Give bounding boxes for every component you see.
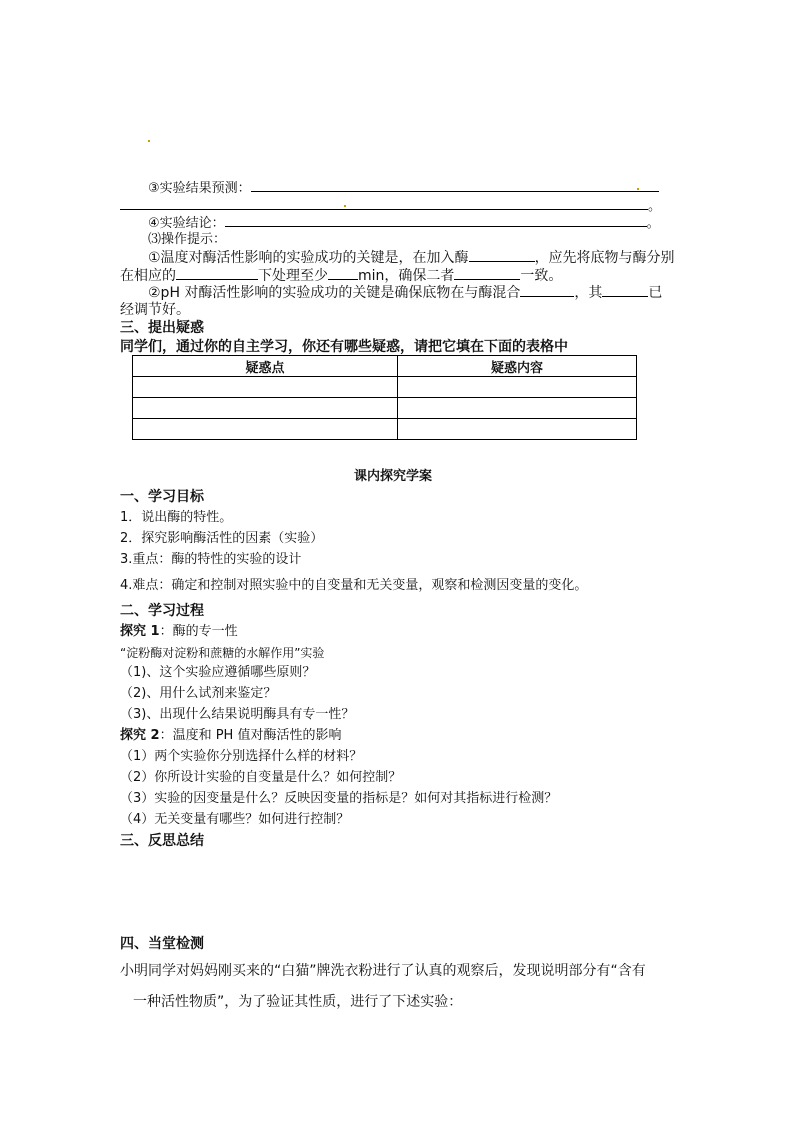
tip-1-line-2: 在相应的 下处理至少 min，确保二者 一致。 <box>120 268 563 284</box>
table-cell[interactable] <box>133 398 398 419</box>
conclusion-label: ④实验结论： <box>148 216 225 231</box>
result-prediction-line <box>148 178 659 198</box>
tip1-blank-1[interactable] <box>469 248 535 262</box>
result-prediction-line-2: 。 <box>120 196 661 216</box>
tip-2-line-2: 经调节好。 <box>120 302 190 318</box>
stray-dot <box>148 140 150 142</box>
process-heading: 二、学习过程 <box>120 603 204 619</box>
doubts-table <box>132 355 637 440</box>
explore-1-question-3: （3)、出现什么结果说明酶具有专一性？ <box>120 707 355 722</box>
goal-3: 3.重点：酶的特性的实验的设计 <box>120 552 302 567</box>
test-paragraph-1: 小明同学对妈妈刚买来的“白猫”牌洗衣粉进行了认真的观察后，发现说明部分有“含有 <box>120 963 646 979</box>
explore-1-question-2: （2)、用什么试剂来鉴定？ <box>120 686 277 701</box>
operation-tips-title: ⑶操作提示： <box>148 232 227 247</box>
tip2-blank-1[interactable] <box>520 283 574 297</box>
test-heading: 四、当堂检测 <box>120 936 204 952</box>
explore-2-question-4: （4）无关变量有哪些？如何进行控制？ <box>120 812 350 827</box>
explore-2-heading: 探究 2：温度和 PH 值对酶活性的影响 <box>120 728 342 743</box>
doubts-heading: 三、提出疑惑 <box>120 320 204 336</box>
tip-1-line-1: ①温度对酶活性影响的实验成功的关键是，在加入酶 ，应先将底物与酶分别 <box>148 250 675 266</box>
explore-1-heading: 探究 1：酶的专一性 <box>120 624 238 639</box>
table-cell[interactable] <box>133 377 398 398</box>
doubts-instruction: 同学们，通过你的自主学习，你还有哪些疑惑，请把它填在下面的表格中 <box>120 339 568 355</box>
table-cell[interactable] <box>398 419 637 440</box>
reflect-heading: 三、反思总结 <box>120 833 204 849</box>
experiment-1-name: “淀粉酶对淀粉和蔗糖的水解作用”实验 <box>120 646 325 660</box>
tip1-blank-3[interactable] <box>328 266 358 280</box>
result-blank[interactable] <box>251 178 659 192</box>
tip-2-line-1: ②pH 对酶活性影响的实验成功的关键是确保底物在与酶混合 ，其 已 <box>148 285 663 301</box>
explore-2-question-3: （3）实验的因变量是什么？反映因变量的指标是？如何对其指标进行检测？ <box>120 791 558 806</box>
doubts-col-content: 疑惑内容 <box>398 356 637 377</box>
explore-2-question-1: （1）两个实验你分别选择什么样的材料？ <box>120 749 363 764</box>
table-cell[interactable] <box>398 398 637 419</box>
tip2-blank-2[interactable] <box>602 283 648 297</box>
result-prediction-label: ③实验结果预测： <box>148 181 251 196</box>
tip1-blank-2[interactable] <box>176 266 258 280</box>
tip1-blank-4[interactable] <box>454 266 520 280</box>
conclusion-blank[interactable] <box>225 213 647 227</box>
table-cell[interactable] <box>133 419 398 440</box>
conclusion-line: ④实验结论： 。 <box>148 213 660 233</box>
explore-1-question-1: （1)、这个实验应遵循哪些原则？ <box>120 665 316 680</box>
doubts-col-point: 疑惑点 <box>133 356 398 377</box>
goals-heading: 一、学习目标 <box>120 489 204 505</box>
table-cell[interactable] <box>398 377 637 398</box>
inclass-title: 课内探究学案 <box>354 469 433 484</box>
explore-2-question-2: （2）你所设计实验的自变量是什么？如何控制？ <box>120 770 402 785</box>
result-blank-2[interactable] <box>120 196 648 210</box>
goal-2: 2．探究影响酶活性的因素（实验） <box>120 531 324 546</box>
test-paragraph-2: 一种活性物质”，为了验证其性质，进行了下述实验： <box>133 994 463 1010</box>
goal-4: 4.难点：确定和控制对照实验中的自变量和无关变量，观察和检测因变量的变化。 <box>120 578 588 593</box>
goal-1: 1．说出酶的特性。 <box>120 510 233 525</box>
